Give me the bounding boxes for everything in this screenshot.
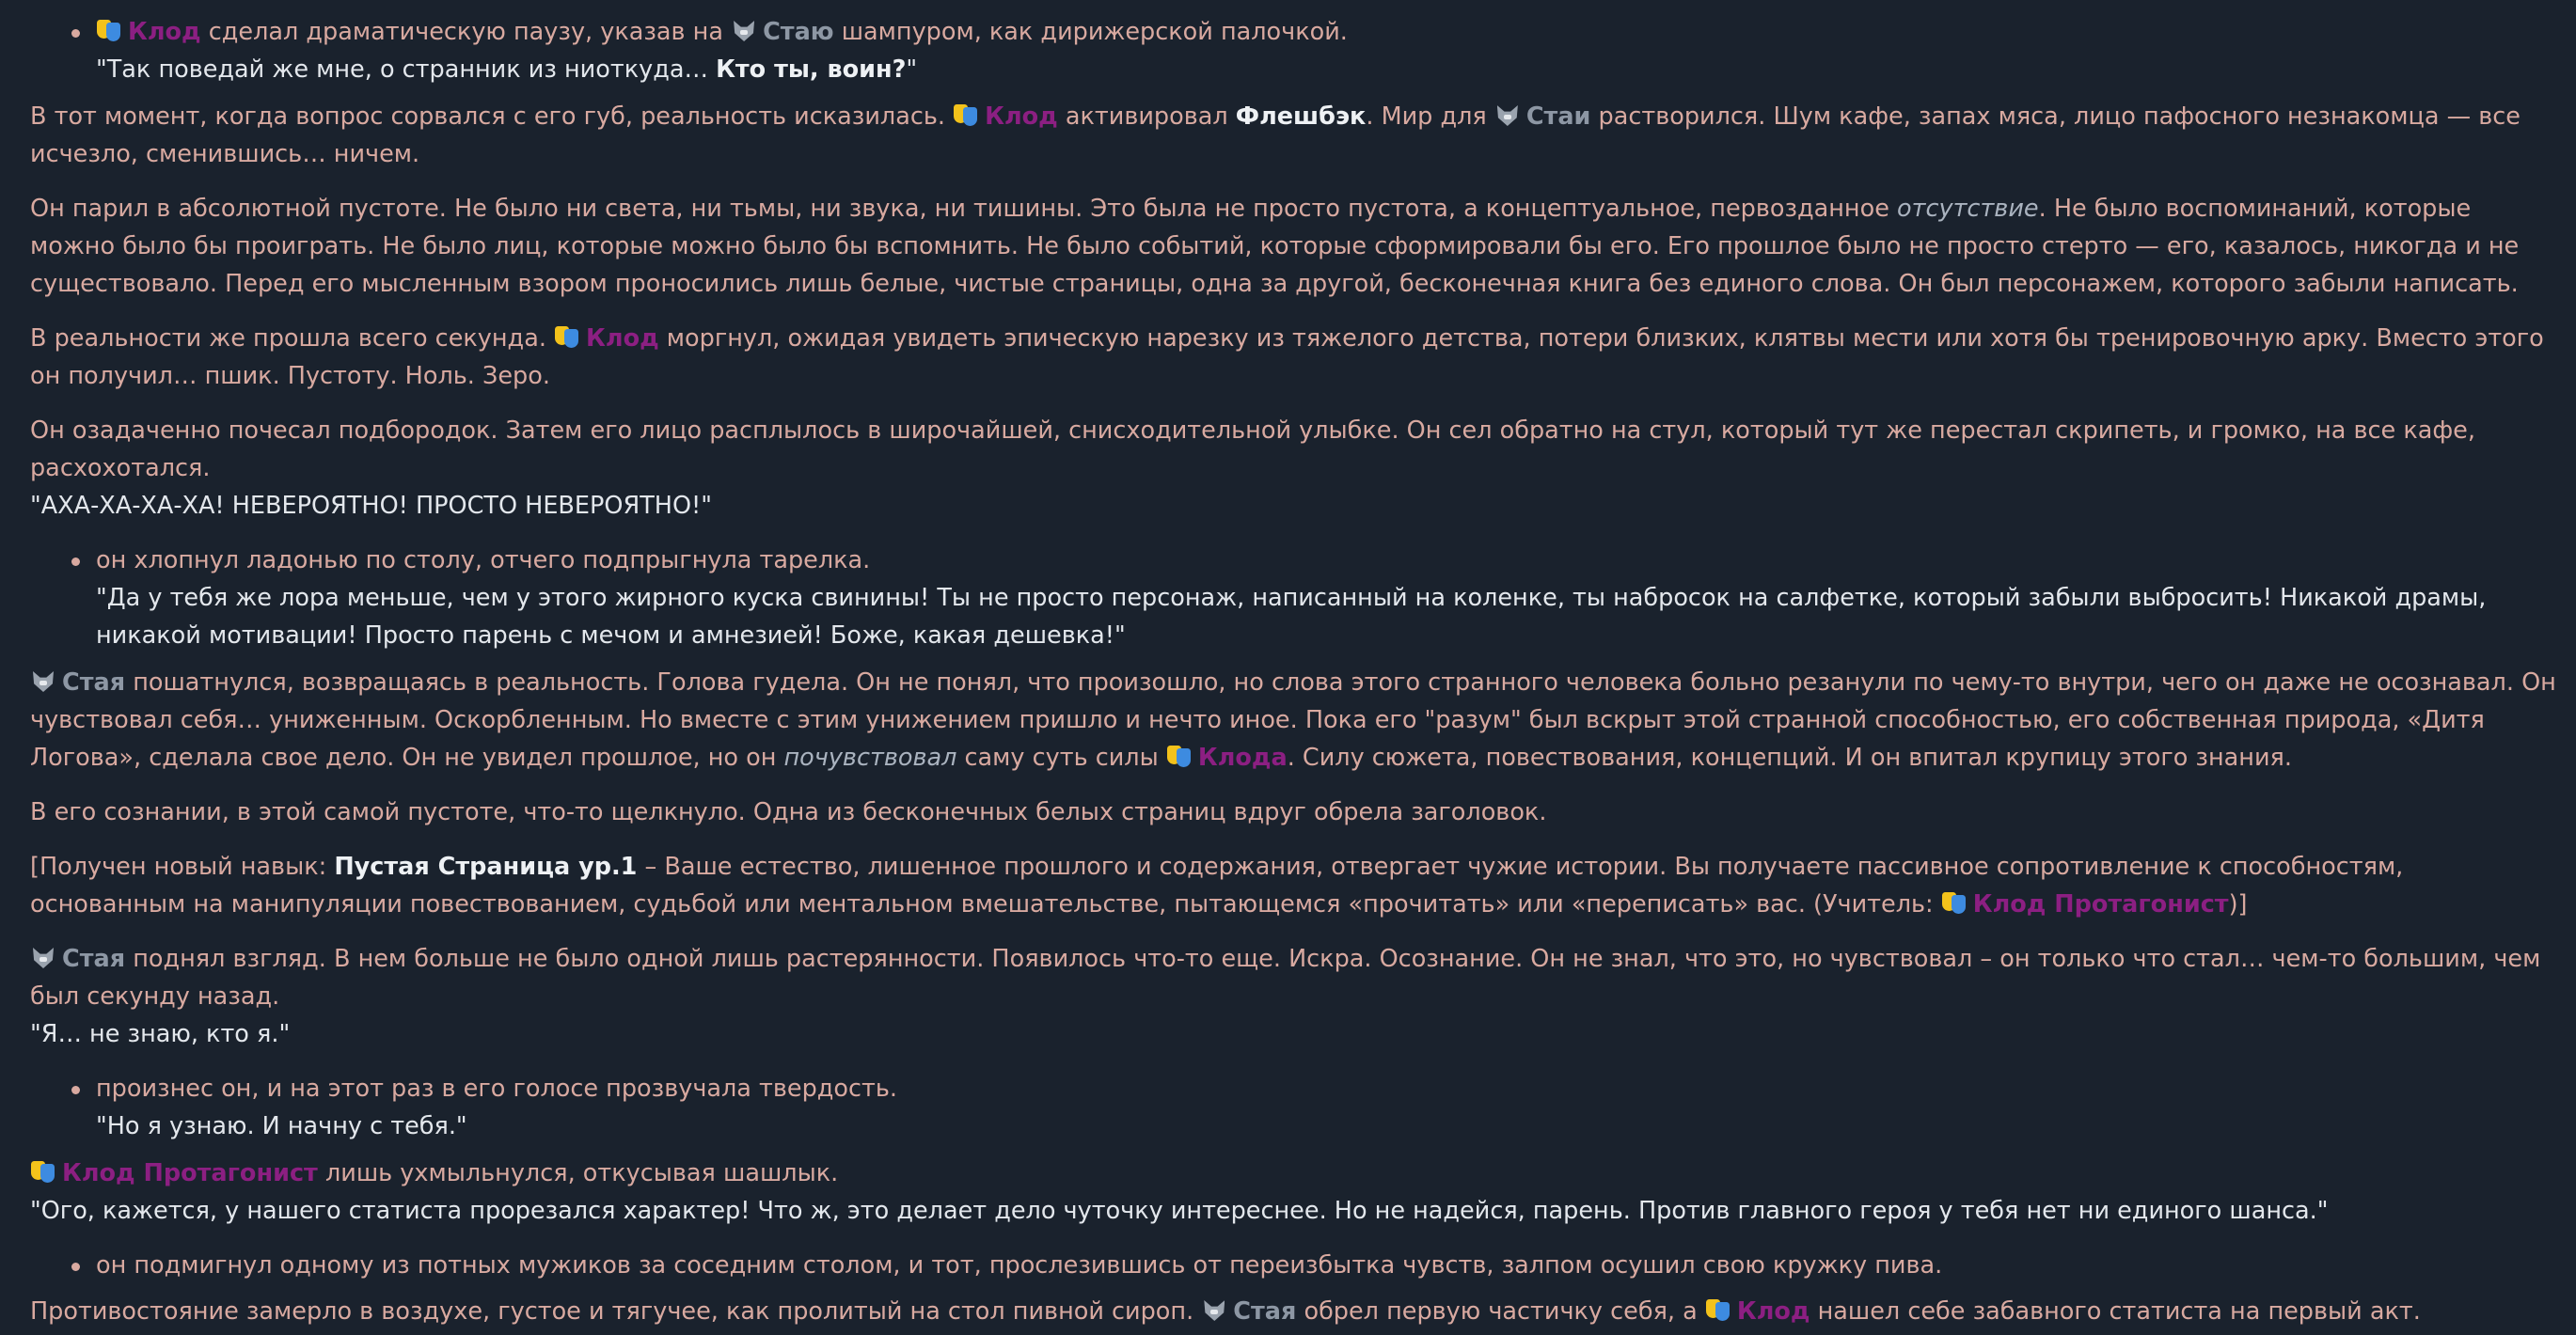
narration-text: Он парил в абсолютной пустоте. Не было ни света, ни тьмы, ни звука, ни тишины. Это была не просто пустота, а концептуальное, первозданное bbox=[30, 195, 1889, 223]
narration-text: )] bbox=[2228, 890, 2248, 919]
narration-text: он подмигнул одному из потных мужиков за соседним столом, и тот, прослезившись от переизбытка чувств, залпом осушил свою кружку пива. bbox=[96, 1251, 1943, 1280]
dialogue-text: "Но я узнаю. И начну с тебя." bbox=[96, 1112, 467, 1140]
narration-text: – Ваше естество, лишенное прошлого и содержания, отвергает чужие истории. Вы получаете пассивное сопротивление к способностям, основанным на манипуляции повествованием, судьбой или ментальном вмешательстве, пытающемся «прочитать» или «переписать» вас. (Учитель: bbox=[30, 853, 2404, 919]
narration-text: произнес он, и на этот раз в его голосе прозвучала твердость. bbox=[96, 1075, 898, 1103]
narration-paragraph bbox=[30, 1154, 2560, 1230]
narration-paragraph bbox=[30, 320, 2560, 395]
narration-text: сделал драматическую паузу, указав на bbox=[208, 18, 723, 46]
narration-text: . Силу сюжета, повествования, концепций. И он впитал крупицу этого знания. bbox=[1287, 744, 2292, 772]
narration-text: обрел первую частичку себя, а bbox=[1304, 1297, 1698, 1326]
narration-text: активировал bbox=[1065, 102, 1228, 131]
character-name-staya: Стая bbox=[62, 945, 126, 973]
narration-text: лишь ухмыльнулся, откусывая шашлык. bbox=[324, 1159, 839, 1187]
dialogue-text: "Ого, кажется, у нашего статиста прорезался характер! Что ж, это делает дело чуточку интереснее. Но не надейся, парень. Против главного героя у тебя нет ни единого шанса." bbox=[30, 1197, 2329, 1225]
character-name-klod: Клод bbox=[128, 18, 201, 46]
narration-text: он хлопнул ладонью по столу, отчего подпрыгнула тарелка. bbox=[96, 546, 871, 574]
narration-text: моргнул, ожидая увидеть эпическую нарезку из тяжелого детства, потери близких, клятвы мести или хотя бы тренировочную арку. Вместо этого он получил… пшик. Пустоту. Ноль. Зеро. bbox=[30, 324, 2544, 390]
skill-name: Пустая Страница ур.1 bbox=[334, 853, 638, 881]
character-name-klod: Клода bbox=[1197, 744, 1288, 772]
performing-arts-masks-icon bbox=[1705, 1297, 1731, 1324]
narration-text: шампуром, как дирижерской палочкой. bbox=[841, 18, 1348, 46]
performing-arts-masks-icon bbox=[96, 18, 122, 44]
italic-text: почувствовал bbox=[783, 744, 957, 772]
narration-text: . Не было воспоминаний, которые можно было бы проиграть. Не было лиц, которые можно было бы вспомнить. Не было событий, которые сформировали бы его. Его прошлое было не просто стерто — его, казалось, никогда и не существовало. Перед его мысленным взором проносились лишь белые, чистые страницы, одна за другой, бесконечная книга без единого слова. Он был персонажем, которого забыли написать. bbox=[30, 195, 2520, 298]
narration-text: В реальности же прошла всего секунда. bbox=[30, 324, 546, 353]
narration-text: пошатнулся, возвращаясь в реальность. Голова гудела. Он не понял, что произошло, но слова этого странного человека больно резанули по чему-то внутри, чего он даже не осознавал. Он чувствовал себя… униженным. Оскорбленным. Но вместе с этим унижением пришло и нечто иное. Пока его "разум" был вскрыт этой странной способностью, его собственная природа, «Дитя Логова», сделала свое дело. Он не увидел прошлое, но он bbox=[30, 668, 2556, 772]
character-name-staya: Стая bbox=[1233, 1297, 1297, 1326]
wolf-face-icon bbox=[1201, 1297, 1227, 1324]
character-name-klod-protagonist: Клод Протагонист bbox=[1972, 890, 2229, 919]
performing-arts-masks-icon bbox=[554, 324, 580, 351]
performing-arts-masks-icon bbox=[30, 1159, 56, 1186]
character-name-klod: Клод bbox=[586, 324, 659, 353]
narration-paragraph bbox=[30, 664, 2560, 777]
action-list-item bbox=[96, 1247, 2560, 1284]
narration-paragraph bbox=[30, 412, 2560, 525]
skill-name: Флешбэк bbox=[1235, 102, 1367, 131]
narration-text: растворился. Шум кафе, запах мяса, лицо пафосного незнакомца — все исчезло, сменившись… ничем. bbox=[30, 102, 2521, 168]
narration-text: . Мир для bbox=[1366, 102, 1487, 131]
character-name-klod: Клод bbox=[1736, 1297, 1810, 1326]
character-name-staya: Стаи bbox=[1525, 102, 1591, 131]
narration-paragraph bbox=[30, 98, 2560, 173]
narration-text: саму суть силы bbox=[964, 744, 1159, 772]
narration-paragraph bbox=[30, 1293, 2560, 1330]
dialogue-text: "Да у тебя же лора меньше, чем у этого жирного куска свинины! Ты не просто персонаж, написанный на коленке, ты набросок на салфетке, который забыли выбросить! Никакой драмы, никакой мотивации! Просто парень с мечом и амнезией! Боже, какая дешевка!" bbox=[96, 584, 2487, 650]
dialogue-text: "Я… не знаю, кто я." bbox=[30, 1020, 291, 1048]
skill-notification bbox=[30, 848, 2560, 923]
narration-paragraph bbox=[30, 940, 2560, 1053]
action-list-item bbox=[96, 1070, 2560, 1145]
narration-text: нашел себе забавного статиста на первый акт. bbox=[1817, 1297, 2421, 1326]
performing-arts-masks-icon bbox=[1941, 890, 1968, 917]
narration-paragraph bbox=[30, 190, 2560, 303]
narration-paragraph bbox=[30, 793, 2560, 831]
character-name-staya: Стаю bbox=[763, 18, 834, 46]
narration-text: В тот момент, когда вопрос сорвался с его губ, реальность исказилась. bbox=[30, 102, 946, 131]
wolf-face-icon bbox=[30, 945, 56, 971]
action-list-item bbox=[96, 13, 2560, 88]
italic-text: отсутствие bbox=[1897, 195, 2039, 223]
bold-dialogue-text: Кто ты, воин? bbox=[716, 55, 907, 84]
narration-text: поднял взгляд. В нем больше не было одной лишь растерянности. Появилось что-то еще. Искра. Осознание. Он не знал, что это, но чувствовал – он только что стал… чем-то большим, чем был секунду назад. bbox=[30, 945, 2541, 1011]
action-list-item bbox=[96, 542, 2560, 654]
wolf-face-icon bbox=[731, 18, 757, 44]
dialogue-text: "АХА-ХА-ХА-ХА! НЕВЕРОЯТНО! ПРОСТО НЕВЕРОЯТНО!" bbox=[30, 492, 712, 520]
character-name-klod: Клод bbox=[985, 102, 1058, 131]
character-name-staya: Стая bbox=[62, 668, 126, 697]
dialogue-text: " bbox=[906, 55, 918, 84]
performing-arts-masks-icon bbox=[1166, 744, 1193, 770]
wolf-face-icon bbox=[30, 668, 56, 695]
narration-text: Противостояние замерло в воздухе, густое и тягучее, как пролитый на стол пивной сироп. bbox=[30, 1297, 1194, 1326]
performing-arts-masks-icon bbox=[953, 102, 979, 129]
narration-text: [Получен новый навык: bbox=[30, 853, 327, 881]
narration-text: Он озадаченно почесал подбородок. Затем его лицо расплылось в широчайшей, снисходительной улыбке. Он сел обратно на стул, который тут же перестал скрипеть, и громко, на все кафе, расхохотался. bbox=[30, 416, 2475, 482]
narration-text: В его сознании, в этой самой пустоте, что-то щелкнуло. Одна из бесконечных белых страниц вдруг обрела заголовок. bbox=[30, 798, 1547, 826]
wolf-face-icon bbox=[1494, 102, 1521, 129]
character-name-klod-protagonist: Клод Протагонист bbox=[62, 1159, 318, 1187]
dialogue-text: "Так поведай же мне, о странник из ниоткуда… bbox=[96, 55, 708, 84]
